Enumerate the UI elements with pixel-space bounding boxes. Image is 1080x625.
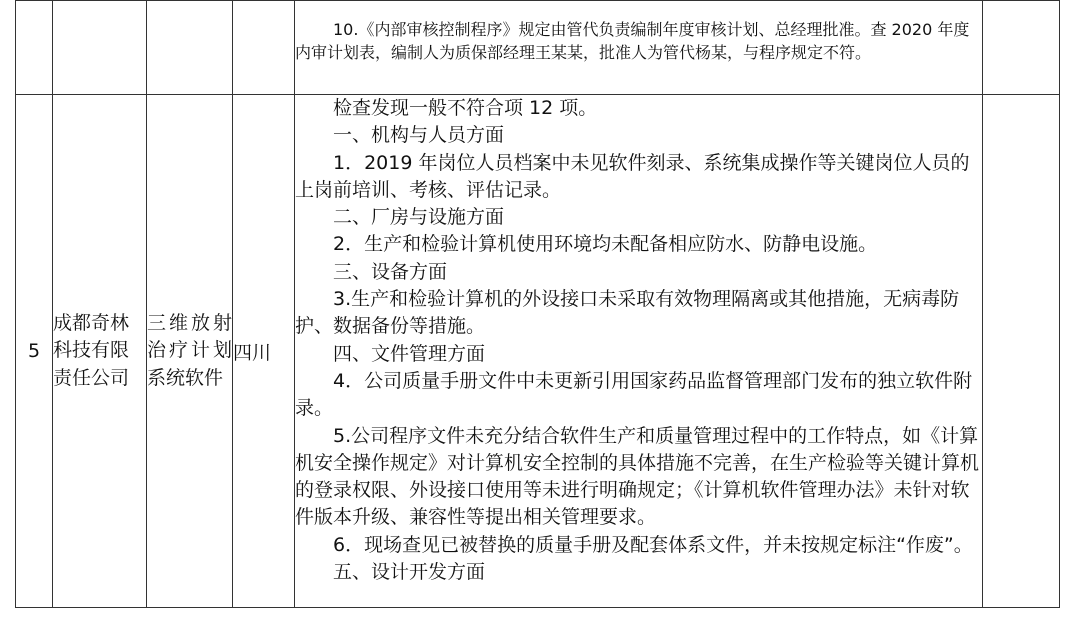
region-cell	[233, 1, 295, 95]
section-heading: 二、厂房与设施方面	[333, 206, 505, 229]
section-heading: 五、设计开发方面	[333, 561, 486, 584]
table-row	[16, 95, 1060, 608]
finding-paragraph: 检查发现一般不符合项 12 项。	[333, 97, 598, 119]
product-cell: 三维放射治疗计划系统软件	[147, 95, 233, 608]
finding-paragraph: 2．生产和检验计算机使用环境均未配备相应防水、防静电设施。	[333, 233, 878, 256]
region-cell: 四川	[233, 95, 295, 608]
finding-paragraph: 6．现场查见已被替换的质量手册及配套体系文件，并未按规定标注“作废”。	[333, 533, 973, 556]
section-heading: 四、文件管理方面	[333, 342, 486, 365]
finding-paragraph: 3.生产和检验计算机的外设接口未采取有效物理隔离或其他措施，无病毒防护、数据备份等措施。	[295, 288, 960, 338]
finding-paragraph: 4．公司质量手册文件中未更新引用国家药品监督管理部门发布的独立软件附录。	[295, 369, 973, 420]
findings-cell	[295, 1, 983, 95]
index-cell: 5	[16, 95, 53, 608]
note-cell	[983, 1, 1060, 95]
finding-paragraph: 5.公司程序文件未充分结合软件生产和质量管理过程中的工作特点，如《计算机安全操作规定》对计算机安全控制的具体措施不完善，在生产检验等关键计算机的登录权限、外设接口使用等未进行明确规定；《计算机软件管理办法》未针对软件版本升级、兼容性等提出相关管理要求。	[295, 424, 980, 529]
table-row	[16, 1, 1060, 95]
company-cell: 成都奇林科技有限责任公司	[53, 95, 147, 608]
note-cell	[983, 95, 1060, 608]
company-cell	[53, 1, 147, 95]
finding-paragraph: 10.《内部审核控制程序》规定由管代负责编制年度审核计划、总经理批准。查 2020 年度内审计划表，编制人为质保部经理王某某，批准人为管代杨某，与程序规定不符。	[295, 20, 970, 62]
section-heading: 三、设备方面	[333, 260, 448, 283]
findings-table	[15, 0, 1060, 608]
section-heading: 一、机构与人员方面	[333, 124, 505, 147]
index-cell	[16, 1, 53, 95]
findings-cell	[295, 95, 983, 608]
finding-paragraph: 1．2019 年岗位人员档案中未见软件刻录、系统集成操作等关键岗位人员的上岗前培训、考核、评估记录。	[295, 151, 970, 201]
product-cell	[147, 1, 233, 95]
